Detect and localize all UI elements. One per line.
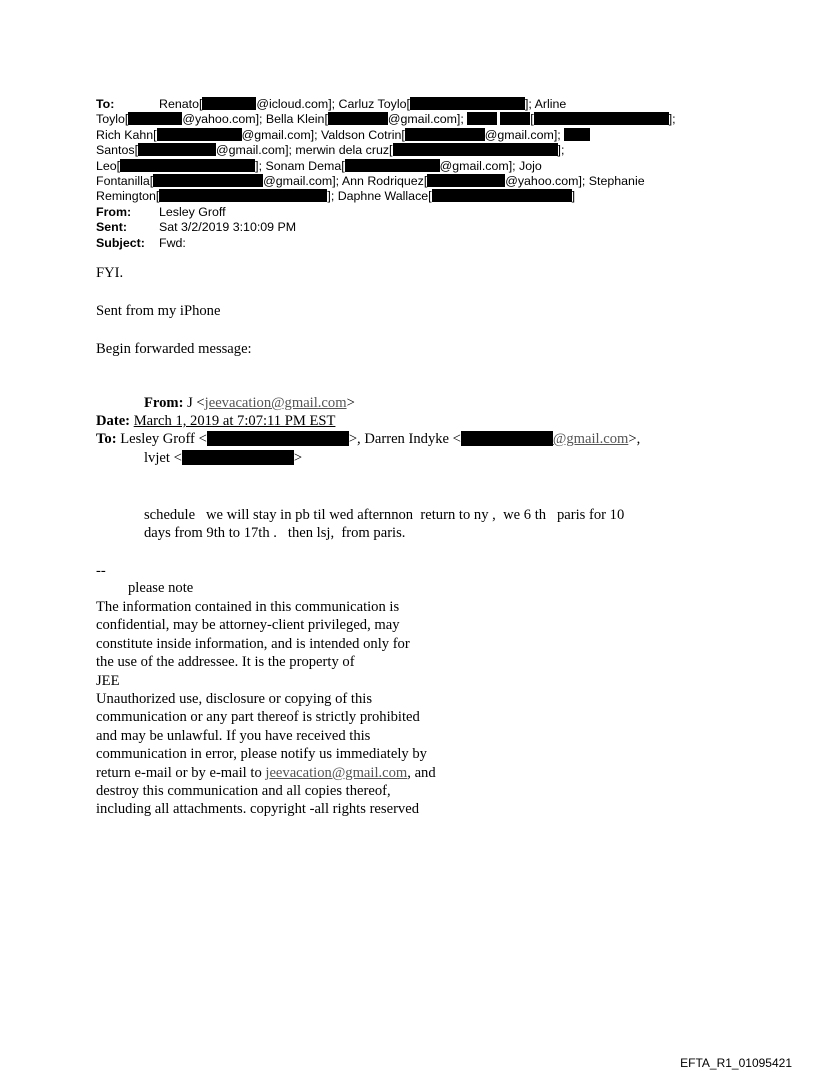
redaction — [427, 174, 505, 187]
email-header — [96, 97, 676, 251]
disclaimer-line: constitute inside information, and is intended only for — [96, 635, 410, 652]
from-value: Lesley Groff — [159, 204, 226, 219]
from-line — [96, 205, 676, 220]
fwd-date-line — [96, 413, 335, 430]
fwd-to-line-2: lvjet < > — [144, 450, 303, 466]
disclaimer-line: the use of the addressee. It is the property of — [96, 654, 355, 671]
redaction — [405, 128, 485, 141]
redaction — [207, 431, 349, 446]
fwd-to-line: To: Lesley Groff < >, Darren Indyke < @gmail.com>, — [96, 431, 641, 447]
fwd-from-email-link[interactable]: jeevacation@gmail.com — [204, 395, 347, 411]
disclaimer-line: communication or any part thereof is strictly prohibited — [96, 709, 420, 726]
fwd-to-label: To: — [96, 431, 117, 447]
fwd-from-line: From: J <jeevacation@gmail.com> — [144, 395, 355, 411]
redaction — [202, 97, 256, 110]
signature-dashes: -- — [96, 563, 106, 579]
redaction — [345, 159, 440, 172]
disclaimer-line: The information contained in this communication is — [96, 599, 400, 615]
redaction — [120, 159, 255, 172]
redaction — [461, 431, 553, 446]
disclaimer-line: Unauthorized use, disclosure or copying of this — [96, 691, 373, 708]
redaction — [182, 450, 294, 465]
redaction — [564, 128, 590, 141]
disclaimer-line: confidential, may be attorney-client privileged, may — [96, 617, 400, 634]
redaction — [410, 97, 525, 110]
redaction — [432, 189, 572, 202]
to-line-4: Santos[ @gmail.com]; merwin dela cruz[ ]; — [96, 143, 565, 158]
disclaimer-line: and may be unlawful. If you have received this — [96, 727, 371, 744]
subject-value: Fwd: — [159, 235, 186, 250]
redaction — [467, 112, 497, 125]
sent-label: Sent: — [96, 220, 127, 235]
redaction — [534, 112, 669, 125]
to-line-2: Toylo[ @yahoo.com]; Bella Klein[ @gmail.com]; [ ]; — [96, 112, 676, 127]
disclaimer-line: return e-mail or by e-mail to jeevacation@gmail.com, and — [96, 764, 436, 781]
redaction — [159, 189, 327, 202]
please-note: please note — [128, 580, 194, 596]
begin-forwarded-text: Begin forwarded message: — [96, 341, 252, 357]
sent-value: Sat 3/2/2019 3:10:09 PM — [159, 220, 297, 235]
redaction — [153, 174, 263, 187]
fwd-from-label: From: — [144, 395, 184, 411]
disclaimer-line: communication in error, please notify us immediately by — [96, 746, 427, 763]
subject-label: Subject: — [96, 235, 145, 250]
redaction — [128, 112, 182, 125]
fwd-date-label: Date: — [96, 413, 131, 429]
to-line-7: Remington[ ]; Daphne Wallace[ ] — [96, 189, 576, 204]
subject-line — [96, 236, 676, 251]
from-label: From: — [96, 204, 132, 219]
redaction — [328, 112, 388, 125]
disclaimer-line: including all attachments. copyright -all rights reserved — [96, 801, 419, 818]
to-line-1: To: Renato[ @icloud.com]; Carluz Toylo[ ]; Arline — [96, 97, 567, 111]
redaction — [393, 143, 558, 156]
disclaimer — [96, 598, 436, 819]
sent-line — [96, 220, 676, 235]
redaction — [500, 112, 530, 125]
fwd-date-value: March 1, 2019 at 7:07:11 PM EST — [133, 413, 336, 429]
disclaimer-line: destroy this communication and all copies thereof, — [96, 783, 391, 800]
page-id-stamp: EFTA_R1_01095421 — [680, 1056, 792, 1070]
to-line-3: Rich Kahn[ @gmail.com]; Valdson Cotrin[ @gmail.com]; — [96, 128, 676, 143]
footer-email-link[interactable]: jeevacation@gmail.com — [265, 764, 408, 781]
redaction — [138, 143, 216, 156]
redaction — [157, 128, 242, 141]
fyi-text: FYI. — [96, 265, 124, 281]
sent-from-text: Sent from my iPhone — [96, 303, 221, 319]
message-line-1: schedule we will stay in pb til wed afternnon return to ny , we 6 th paris for 10 — [144, 507, 625, 523]
fwd-to-email-link[interactable]: @gmail.com — [552, 431, 629, 447]
disclaimer-line: JEE — [96, 672, 120, 689]
to-label: To: — [96, 97, 115, 111]
to-line-5: Leo[ ]; Sonam Dema[ @gmail.com]; Jojo — [96, 158, 542, 173]
to-line-6: Fontanilla[ @gmail.com]; Ann Rodriquez[ @yahoo.com]; Stephanie — [96, 174, 645, 189]
message-line-2: days from 9th to 17th . then lsj, from paris. — [144, 525, 406, 541]
message-body — [144, 506, 624, 542]
